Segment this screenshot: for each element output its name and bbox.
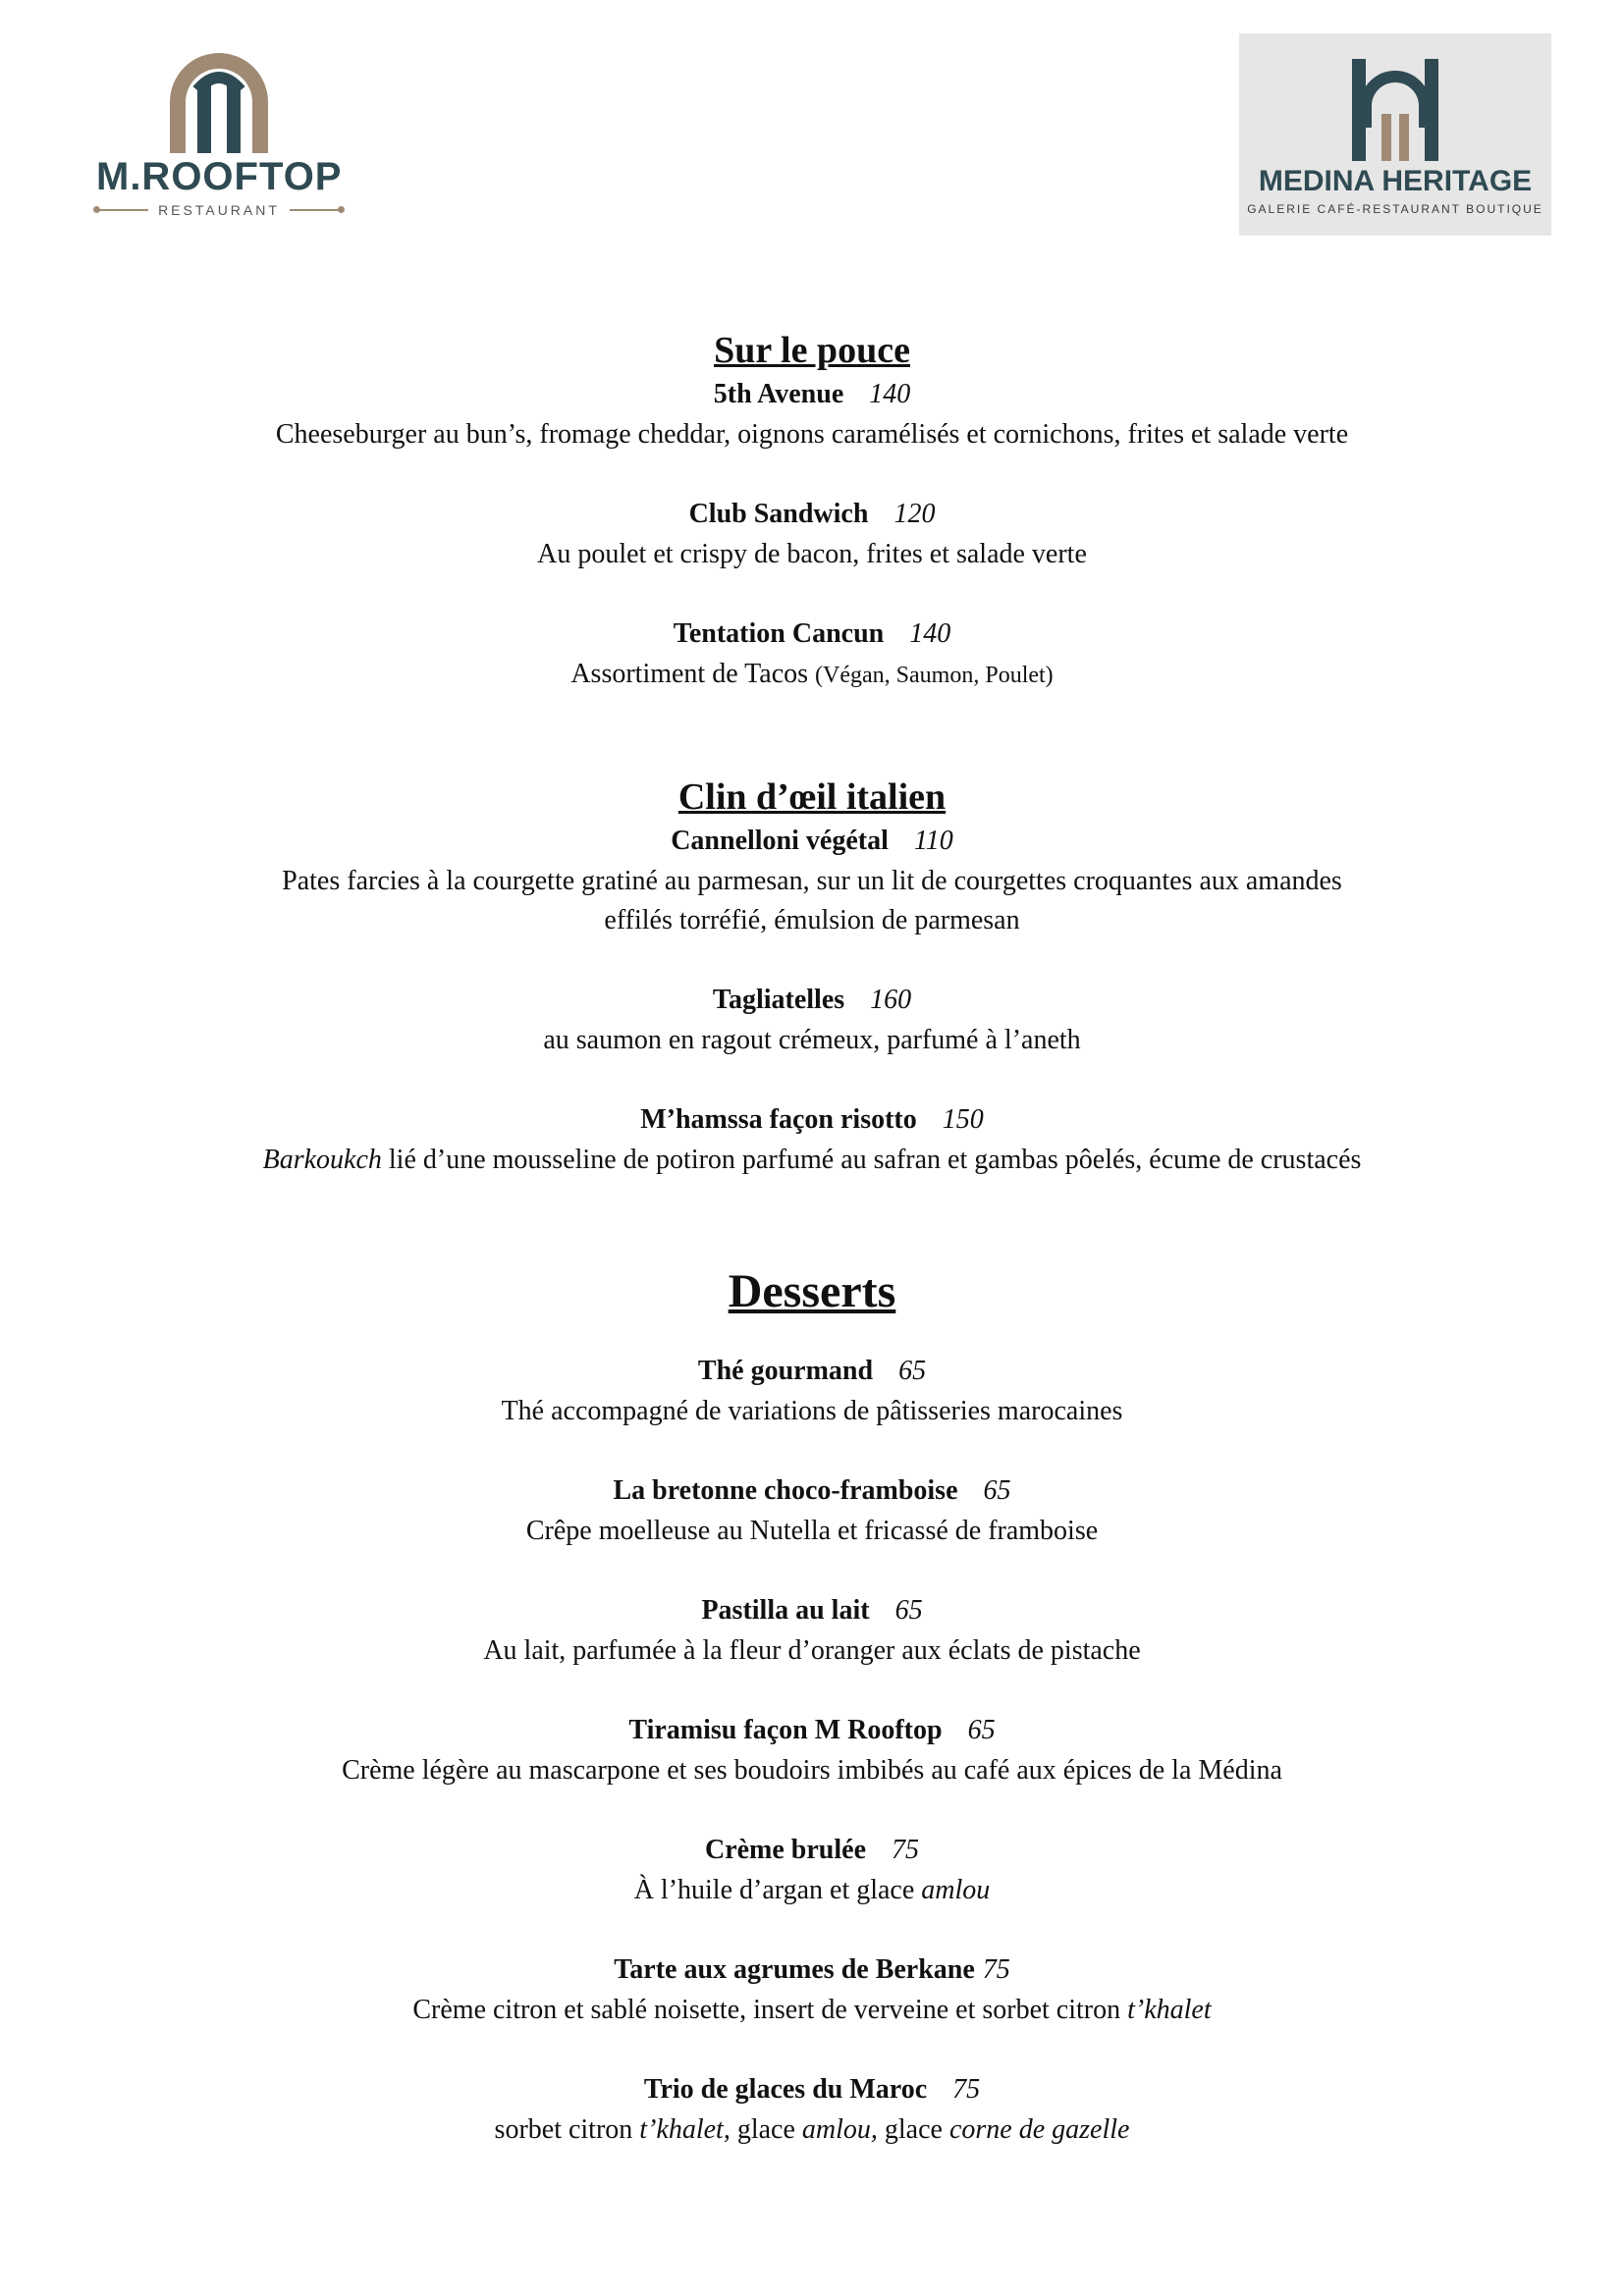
menu-item-head — [0, 1099, 1624, 1141]
item-description: Crème légère au mascarpone et ses boudoirs imbibés au café aux épices de la Médina — [342, 1755, 1282, 1786]
logo-medina-heritage — [1239, 33, 1551, 236]
arch-icon — [168, 51, 270, 153]
item-price: 75 — [982, 1954, 1010, 1985]
item-description — [0, 655, 1624, 695]
item-description: Au lait, parfumée à la fleur d’oranger aux éclats de pistache — [483, 1635, 1141, 1666]
logo-left-sub-row — [96, 202, 342, 218]
item-name: Trio de glaces du Maroc — [643, 2074, 928, 2105]
item-name: Pastilla au lait — [701, 1595, 870, 1626]
item-name: Club Sandwich — [688, 499, 869, 529]
menu-item-head — [0, 821, 1624, 862]
item-price: 65 — [894, 1595, 923, 1626]
item-description — [0, 1141, 1624, 1180]
item-desc-italic: t’khalet — [1127, 1995, 1212, 2025]
logo-left-line — [290, 209, 342, 211]
item-description: Thé accompagné de variations de pâtisseries marocaines — [501, 1396, 1123, 1426]
item-description: Cheeseburger au bun’s, fromage cheddar, oignons caramélisés et cornichons, frites et salade verte — [275, 419, 1349, 450]
menu-item-head — [0, 1949, 1624, 1991]
menu-item-head — [0, 980, 1624, 1021]
item-name: Tarte aux agrumes de Berkane — [614, 1954, 975, 1985]
item-description: Pates farcies à la courgette gratiné au parmesan, sur un lit de courgettes croquantes aux amandes — [282, 866, 1342, 896]
item-desc-part: glace — [884, 2114, 943, 2145]
h-arch-icon — [1352, 59, 1438, 161]
item-name: Tagliatelles — [712, 985, 845, 1015]
item-name: M’hamssa façon risotto — [640, 1104, 917, 1135]
item-price: 110 — [913, 826, 953, 856]
item-desc-part: sorbet citron — [494, 2114, 633, 2145]
item-desc-part: glace — [736, 2114, 795, 2145]
item-price: 120 — [893, 499, 936, 529]
menu-item-head — [0, 1590, 1624, 1631]
item-desc-main: Assortiment de Tacos — [570, 659, 809, 689]
menu-item-head — [0, 1351, 1624, 1392]
item-desc-rest: lié d’une mousseline de potiron parfumé au safran et gambas pôelés, écume de crustacés — [388, 1145, 1362, 1175]
logo-left-line — [96, 209, 148, 211]
section-title-clin-doeil-italien: Clin d’œil italien — [677, 776, 947, 818]
item-desc-main: À l’huile d’argan et glace — [633, 1875, 915, 1905]
menu-item-head — [0, 1710, 1624, 1751]
item-description: Au poulet et crispy de bacon, frites et salade verte — [537, 539, 1087, 569]
item-desc-italic: Barkoukch — [262, 1145, 382, 1175]
item-description — [0, 2110, 1624, 2150]
menu-content — [0, 329, 1624, 2150]
item-desc-italic: t’khalet, — [639, 2114, 731, 2145]
item-name: La bretonne choco-framboise — [613, 1475, 958, 1506]
item-price: 75 — [952, 2074, 981, 2105]
item-description — [0, 1871, 1624, 1910]
menu-item-head — [0, 374, 1624, 415]
item-description: au saumon en ragout crémeux, parfumé à l’aneth — [543, 1025, 1081, 1055]
item-name: 5th Avenue — [713, 379, 844, 409]
item-desc-small: (Végan, Saumon, Poulet) — [815, 663, 1054, 688]
item-name: Thé gourmand — [697, 1356, 874, 1386]
menu-item-head — [0, 614, 1624, 655]
item-desc-italic: corne de gazelle — [948, 2114, 1130, 2145]
item-price: 160 — [870, 985, 912, 1015]
item-desc-italic: amlou, — [801, 2114, 878, 2145]
menu-item-head — [0, 494, 1624, 535]
item-price: 65 — [983, 1475, 1011, 1506]
item-price: 150 — [942, 1104, 984, 1135]
item-price: 140 — [869, 379, 911, 409]
item-name: Tentation Cancun — [673, 618, 885, 649]
logo-right-brand: MEDINA HERITAGE — [1258, 165, 1533, 197]
item-price: 65 — [898, 1356, 927, 1386]
menu-item-head — [0, 1830, 1624, 1871]
item-name: Cannelloni végétal — [671, 826, 889, 856]
item-desc-italic: amlou — [921, 1875, 991, 1905]
item-price: 140 — [909, 618, 951, 649]
item-desc-main: Crème citron et sablé noisette, insert de verveine et sorbet citron — [412, 1995, 1121, 2025]
item-description: effilés torréfié, émulsion de parmesan — [604, 905, 1020, 935]
logo-m-rooftop — [96, 51, 342, 228]
item-name: Crème brulée — [704, 1835, 867, 1865]
menu-item-head — [0, 1470, 1624, 1512]
item-description: Crêpe moelleuse au Nutella et fricassé de framboise — [525, 1516, 1099, 1546]
section-title-desserts: Desserts — [728, 1265, 896, 1317]
logo-left-brand: M.ROOFTOP — [96, 155, 343, 198]
menu-item-head — [0, 2069, 1624, 2110]
item-price: 65 — [967, 1715, 996, 1745]
item-price: 75 — [892, 1835, 920, 1865]
logo-left-sub: RESTAURANT — [158, 202, 280, 218]
section-title-sur-le-pouce: Sur le pouce — [714, 330, 910, 371]
item-name: Tiramisu façon M Rooftop — [628, 1715, 943, 1745]
item-description — [0, 1991, 1624, 2030]
logo-right-sub: GALERIE CAFÉ-RESTAURANT BOUTIQUE — [1247, 202, 1543, 216]
